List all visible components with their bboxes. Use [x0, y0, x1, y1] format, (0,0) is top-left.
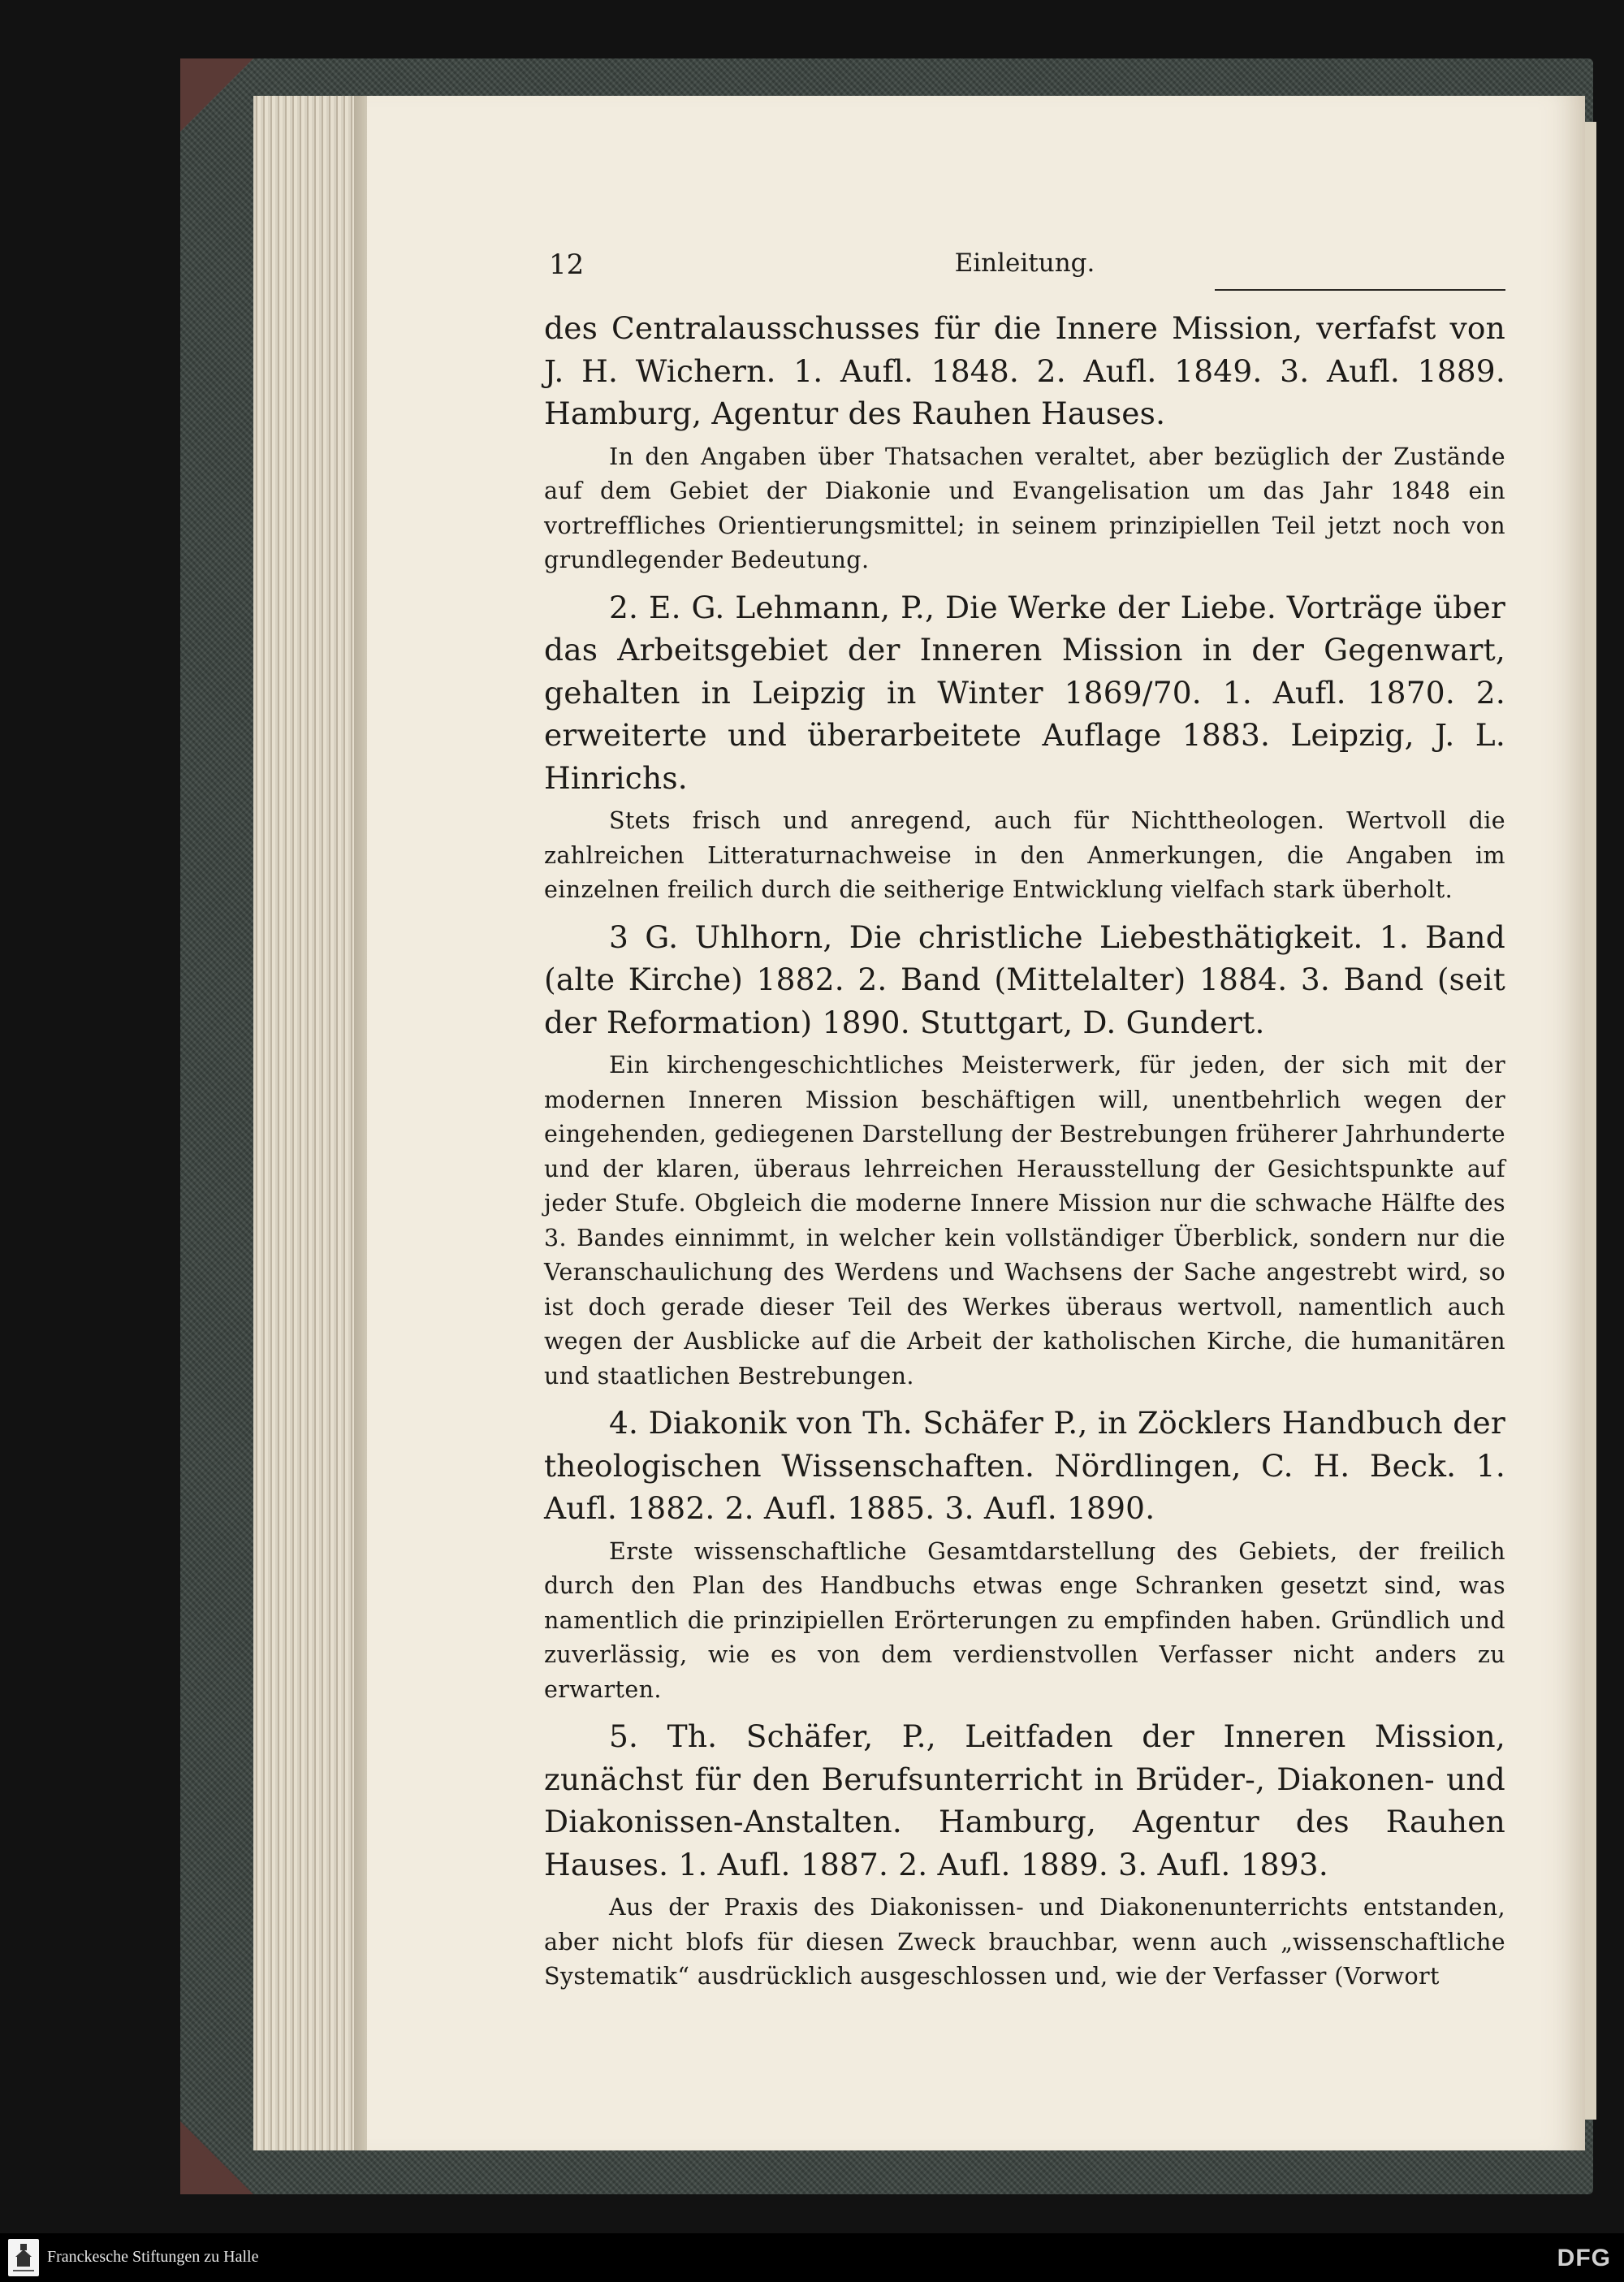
entry-3-annotation: Ein kirchengeschichtliches Meisterwerk, für jeden, der sich mit der modernen Inneren Mission beschäftigen will, unentbehrlich wegen der eingehenden, gediegenen Darstellung der Bestrebungen früherer Jahrhunderte und der klaren, überaus lehrreichen Herausstellung der Gesichtspunkte auf jeder Stufe. Obgleich die moderne Innere Mission nur die schwache Hälfte des 3. Bandes einnimmt, in welcher kein vollständiger Überblick, sondern nur die Veranschaulichung des Werdens und Wachsens der Sache angestrebt wird, so ist doch gerade dieser Teil des Werkes überaus wertvoll, namentlich auch wegen der Ausblicke auf die Arbeit der katholischen Kirche, die humanitären und staatlichen Bestrebungen. [544, 1052, 1505, 1390]
cover-corner-top [180, 58, 253, 132]
bibliography-entry-1: des Centralausschusses für die Innere Mission, verfafst von J. H. Wichern. 1. Aufl. 1848. 2. Aufl. 1849. 3. Aufl. 1889. Hamburg, Agentur des Rauhen Hauses. [544, 310, 1505, 431]
entry-1-annotation: In den Angaben über Thatsachen veraltet, aber bezüglich der Zustände auf dem Gebiet der Diakonie und Evangelisation um das Jahr 1848 ein vortreffliches Orientierungsmittel; in seinem prinzipiellen Teil jetzt noch von grundlegender Bedeutung. [544, 443, 1505, 573]
page-number: 12 [549, 249, 585, 281]
page-fore-edge [1585, 122, 1596, 2120]
bibliography-entry-5: 5. Th. Schäfer, P., Leitfaden der Inneren Mission, zunächst für den Berufsunterricht in Brüder-, Diakonen- und Diakonissen-Anstalten. Hamburg, Agentur des Rauhen Hauses. 1. Aufl. 1887. 2. Aufl. 1889. 3. Aufl. 1893. [544, 1718, 1505, 1882]
page-content [544, 249, 1505, 2003]
institution-name: Franckesche Stiftungen zu Halle [47, 2248, 259, 2266]
bibliography-entry-2: 2. E. G. Lehmann, P., Die Werke der Liebe. Vorträge über das Arbeitsgebiet der Inneren Mission in der Gegenwart, gehalten in Leipzig in Winter 1869/70. 1. Aufl. 1870. 2. erweiterte und überarbeitete Auflage 1883. Leipzig, J. L. Hinrichs. [544, 589, 1505, 796]
running-head-title: Einleitung. [954, 249, 1095, 278]
book-page [367, 96, 1585, 2150]
entry-4-annotation: Erste wissenschaftliche Gesamtdarstellung des Gebiets, der freilich durch den Plan des Handbuchs etwas enge Schranken gesetzt sind, was namentlich die prinzipiellen Erörterungen zu empfinden haben. Gründlich und zuverlässig, wie es von dem verdienstvollen Verfasser nicht anders zu erwarten. [544, 1537, 1505, 1703]
cover-corner-bottom [180, 2121, 253, 2194]
head-rule [1215, 289, 1505, 291]
bibliography-entry-3: 3 G. Uhlhorn, Die christliche Liebesthätigkeit. 1. Band (alte Kirche) 1882. 2. Band (Mittelalter) 1884. 3. Band (seit der Reformation) 1890. Stuttgart, D. Gundert. [544, 918, 1505, 1040]
viewer-footer [0, 2233, 1624, 2282]
entry-2-annotation: Stets frisch und anregend, auch für Nichttheologen. Wertvoll die zahlreichen Litteraturnachweise in den Anmerkungen, die Angaben im einzelnen freilich durch die seitherige Entwicklung vielfach stark überholt. [544, 807, 1505, 903]
entry-5-annotation: Aus der Praxis des Diakonissen- und Diakonenunterrichts entstanden, aber nicht blofs für diesen Zweck brauchbar, wenn auch „wissenschaftliche Systematik“ ausdrücklich ausgeschlossen und, wie der Verfasser (Vorwort [544, 1894, 1505, 1990]
dfg-logo: DFG [1557, 2245, 1611, 2271]
institution-logo-icon [8, 2239, 39, 2276]
bibliography-entry-4: 4. Diakonik von Th. Schäfer P., in Zöcklers Handbuch der theologischen Wissenschaften. Nördlingen, C. H. Beck. 1. Aufl. 1882. 2. Aufl. 1885. 3. Aufl. 1890. [544, 1405, 1505, 1526]
running-head [544, 249, 1505, 291]
page-stack-edges [253, 96, 367, 2150]
